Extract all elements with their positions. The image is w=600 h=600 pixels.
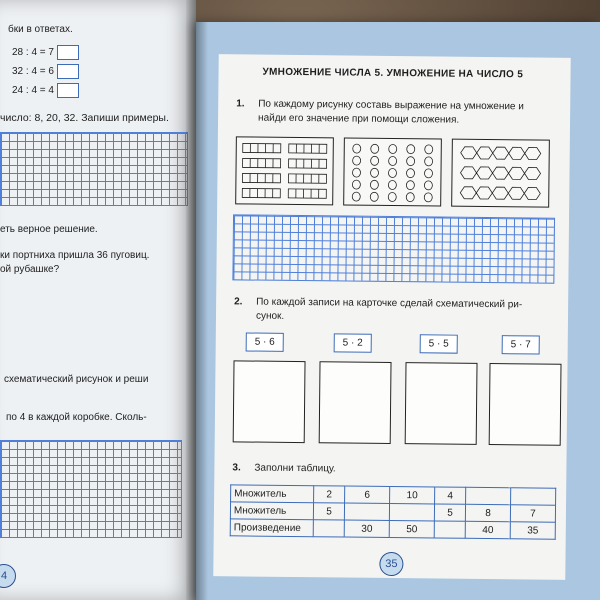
equation: 28 : 4 = 7 <box>12 45 79 60</box>
page-edge-shadow <box>186 0 196 600</box>
table-row <box>230 519 555 539</box>
table-cell[interactable] <box>389 503 434 520</box>
answer-grid <box>0 132 188 206</box>
table-cell[interactable]: 7 <box>510 505 555 522</box>
task-text: По каждой записи на карточке сделай схематический ри- <box>256 296 523 311</box>
left-text-line: еть верное решение. <box>0 224 98 235</box>
fill-table <box>230 484 557 539</box>
equation: 32 : 4 = 6 <box>12 64 79 79</box>
table-cell[interactable]: 2 <box>314 486 345 503</box>
left-text-line: схематический рисунок и реши <box>4 374 149 385</box>
picture-rectangles <box>235 136 334 205</box>
task-number: 1. <box>236 98 245 110</box>
worksheet <box>213 54 570 580</box>
right-page <box>196 22 600 600</box>
page-spine-shadow <box>196 22 208 600</box>
left-text-line: число: 8, 20, 32. Запиши примеры. <box>0 112 169 124</box>
table-cell[interactable] <box>345 503 390 520</box>
table-cell[interactable] <box>466 487 511 504</box>
table-cell[interactable]: 50 <box>389 520 434 537</box>
drawing-box[interactable] <box>405 362 478 445</box>
table-cell[interactable]: 6 <box>345 486 390 503</box>
task-text: найди его значение при помощи сложения. <box>258 112 460 126</box>
answer-grid <box>0 440 182 538</box>
answer-box <box>57 45 79 60</box>
table-cell[interactable]: 35 <box>510 522 555 539</box>
expression-card: 5 · 2 <box>334 333 372 352</box>
expression-card: 5 · 5 <box>420 334 458 353</box>
left-page <box>0 0 196 600</box>
expression-card: 5 · 7 <box>502 335 540 354</box>
left-text-line: по 4 в каждой коробке. Сколь- <box>6 412 147 423</box>
answer-box <box>57 83 79 98</box>
drawing-box[interactable] <box>319 361 392 444</box>
row-label: Множитель <box>231 485 314 503</box>
expression-card: 5 · 6 <box>246 332 284 351</box>
table-cell[interactable]: 10 <box>390 486 435 503</box>
drawing-box[interactable] <box>233 360 306 443</box>
table-cell[interactable] <box>511 488 556 505</box>
picture-hexagons <box>451 139 550 208</box>
left-text-line: бки в ответах. <box>8 24 73 35</box>
answer-box <box>57 64 79 79</box>
left-text-line: ой рубашке? <box>0 264 60 275</box>
table-cell[interactable]: 5 <box>434 504 465 521</box>
page-number: 4 <box>0 564 16 588</box>
task-text: Заполни таблицу. <box>254 462 336 475</box>
table-cell[interactable]: 30 <box>344 520 389 537</box>
table-cell[interactable]: 5 <box>313 503 344 520</box>
circles-drawing <box>344 138 441 205</box>
table-cell[interactable] <box>313 520 344 537</box>
picture-circles <box>343 137 442 206</box>
task-text: По каждому рисунку составь выражение на умножение и <box>258 98 524 113</box>
page-number: 35 <box>379 552 403 576</box>
row-label: Множитель <box>230 502 313 520</box>
task-text: сунок. <box>255 310 285 322</box>
table-cell[interactable] <box>434 521 465 538</box>
rectangles-drawing <box>236 137 333 204</box>
table-cell[interactable]: 8 <box>465 504 510 521</box>
task-number: 2. <box>234 296 243 308</box>
answer-grid <box>232 214 555 283</box>
equation: 24 : 4 = 4 <box>12 83 79 98</box>
hexagons-drawing <box>452 140 549 207</box>
left-text-line: ки портниха пришла 36 пуговиц. <box>0 250 150 261</box>
row-label: Произведение <box>230 519 313 537</box>
page-title: УМНОЖЕНИЕ ЧИСЛА 5. УМНОЖЕНИЕ НА ЧИСЛО 5 <box>262 66 524 81</box>
table-cell[interactable]: 40 <box>465 521 510 538</box>
table-cell[interactable]: 4 <box>435 487 466 504</box>
task-number: 3. <box>232 462 241 474</box>
drawing-box[interactable] <box>489 363 562 446</box>
